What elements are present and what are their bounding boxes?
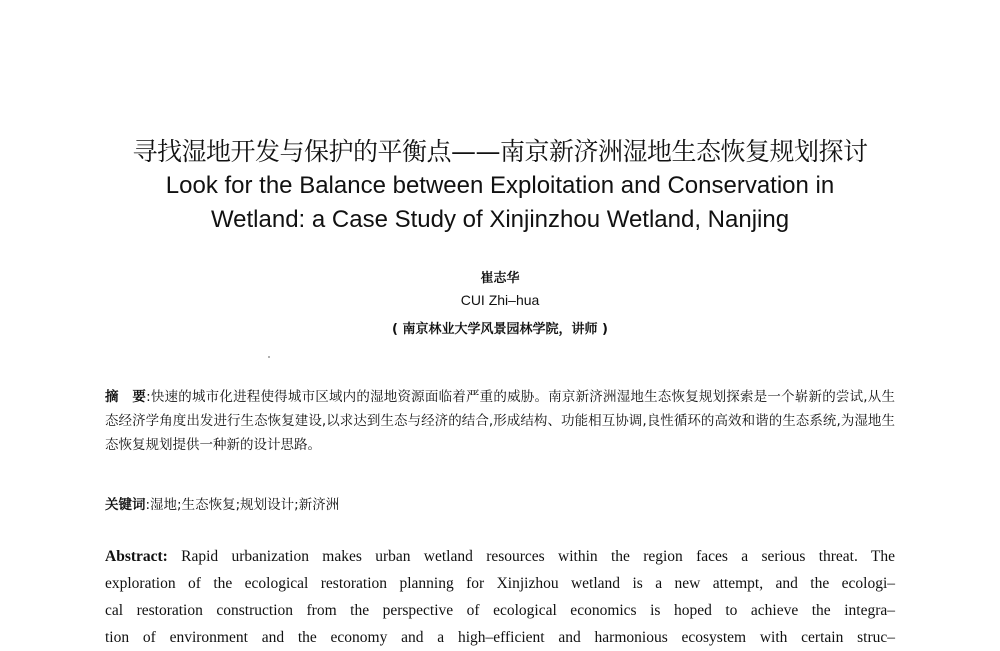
keywords-chinese-label: 关键词 (105, 497, 146, 513)
abstract-english-line: cal restoration construction from the perspective of ecological economics is hoped to achieve the integra– (105, 602, 895, 619)
scan-speck (268, 356, 270, 358)
author-affiliation: ( 南京林业大学风景园林学院，讲师 ) (392, 322, 608, 337)
keywords-chinese-text: :湿地;生态恢复;规划设计;新济洲 (145, 497, 340, 513)
abstract-chinese-label: 摘 要 (105, 389, 147, 405)
title-english-line-1: Look for the Balance between Exploitation and Conservation in (165, 172, 835, 199)
title-english-line-2: Wetland: a Case Study of Xinjinzhou Wetland, Nanjing (210, 206, 790, 233)
author-name-english: CUI Zhi–hua (460, 292, 540, 308)
abstract-english-line: exploration of the ecological restoration planning for Xinjizhou wetland is a new attempt, and the ecologi– (105, 575, 895, 592)
author-name-chinese: 崔志华 (480, 271, 520, 286)
abstract-chinese (105, 385, 895, 457)
abstract-english-line: Abstract: Rapid urbanization makes urban wetland resources within the region faces a serious threat. The (105, 548, 895, 565)
keywords-chinese (105, 493, 895, 517)
title-chinese: 寻找湿地开发与保护的平衡点——南京新济洲湿地生态恢复规划探讨 (132, 137, 868, 166)
abstract-english-label: Abstract: (105, 548, 168, 565)
abstract-english-line: tion of environment and the economy and a high–efficient and harmonious ecosystem with certain struc– (105, 629, 895, 646)
abstract-chinese-text: :快速的城市化进程使得城市区域内的湿地资源面临着严重的威胁。南京新济洲湿地生态恢复规划探索是一个崭新的尝试,从生态经济学角度出发进行生态恢复建设,以求达到生态与经济的结合,形成结构、功能相互协调,良性循环的高效和谐的生态系统,为湿地生态恢复规划提供一种新的设计思路。 (105, 389, 896, 453)
abstract-english (105, 543, 895, 651)
